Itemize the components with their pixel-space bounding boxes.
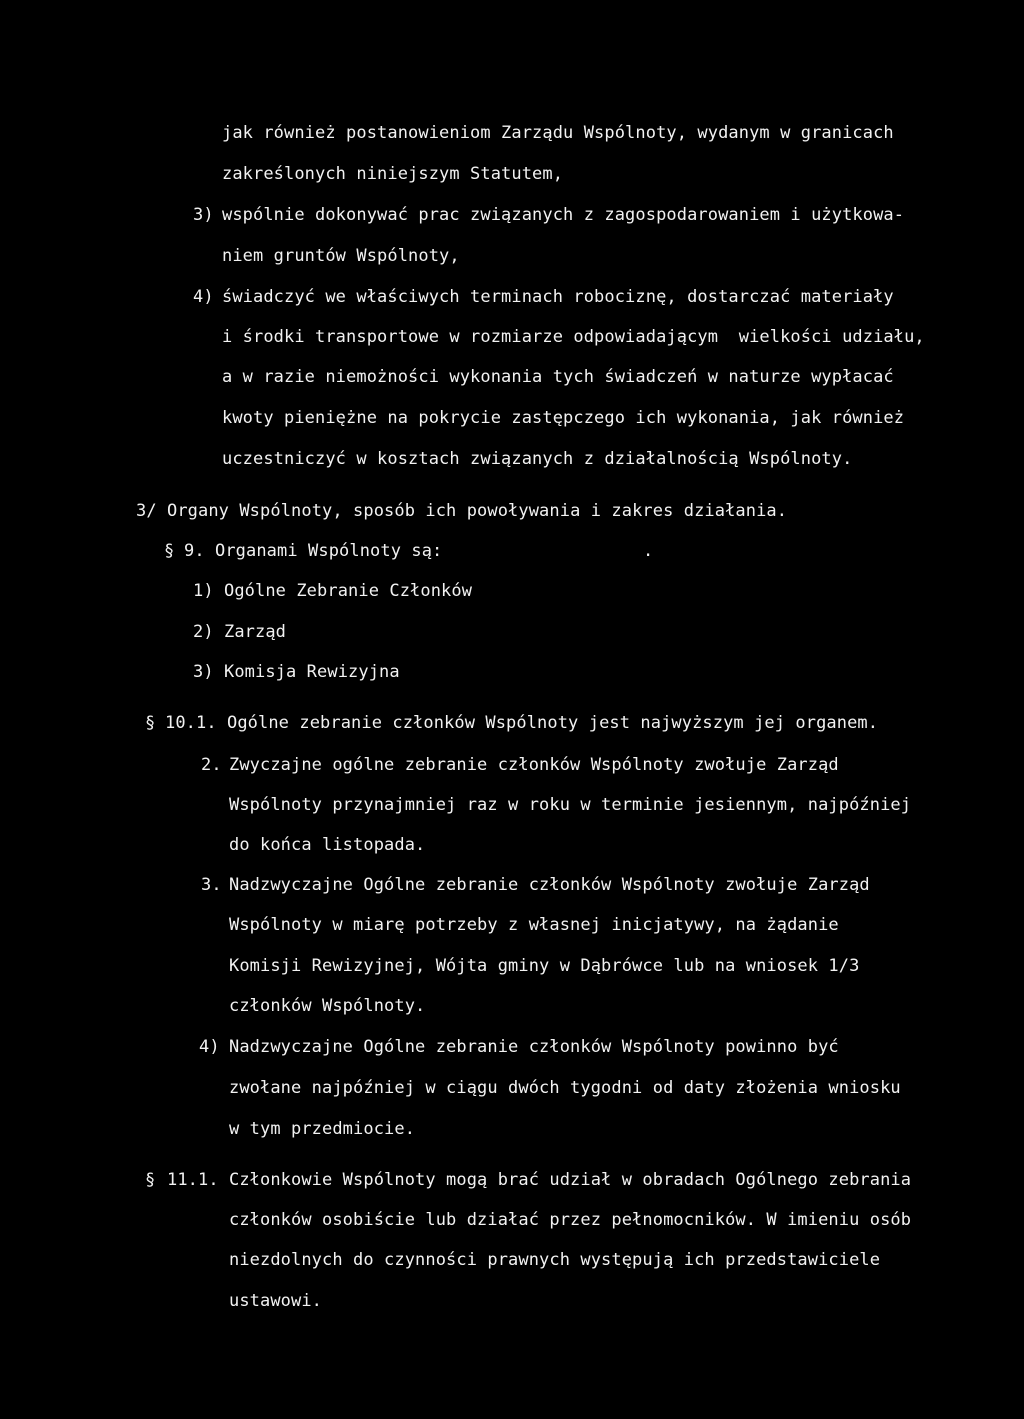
item-number: 4) (193, 287, 214, 307)
item-number: 3. (201, 875, 222, 895)
text-line: Nadzwyczajne Ogólne zebranie członków Wspólnoty zwołuje Zarząd (229, 875, 870, 895)
section-mark: § (145, 1170, 156, 1190)
stray-dot: . (643, 541, 654, 561)
text-line: Komisji Rewizyjnej, Wójta gminy w Dąbrówce lub na wniosek 1/3 (229, 956, 860, 976)
text-line: Wspólnoty przynajmniej raz w roku w terminie jesiennym, najpóźniej (229, 795, 912, 815)
section-mark: § (145, 713, 156, 733)
text-line: niem gruntów Wspólnoty, (222, 246, 460, 266)
text-line: Członkowie Wspólnoty mogą brać udział w obradach Ogólnego zebrania (229, 1170, 912, 1190)
text-line: a w razie niemożności wykonania tych świadczeń w naturze wypłacać (222, 367, 894, 387)
text-line: Zwyczajne ogólne zebranie członków Wspólnoty zwołuje Zarząd (229, 755, 839, 775)
item-number: 4) (199, 1037, 220, 1057)
list-item: 3) Komisja Rewizyjna (193, 662, 400, 682)
text-line: niezdolnych do czynności prawnych występują ich przedstawiciele (229, 1250, 881, 1270)
text-line: do końca listopada. (229, 835, 426, 855)
text-line: Nadzwyczajne Ogólne zebranie członków Wspólnoty powinno być (229, 1037, 839, 1057)
text-line: ustawowi. (229, 1291, 323, 1311)
text-line: członków Wspólnoty. (229, 996, 426, 1016)
text-line: zakreślonych niniejszym Statutem, (222, 164, 564, 184)
paragraph-intro: 9. Organami Wspólnoty są: (184, 541, 443, 561)
item-number: 2. (201, 755, 222, 775)
text-line: członków osobiście lub działać przez pełnomocników. W imieniu osób (229, 1210, 912, 1230)
text-line: w tym przedmiocie. (229, 1119, 416, 1139)
text-line: zwołane najpóźniej w ciągu dwóch tygodni od daty złożenia wniosku (229, 1078, 901, 1098)
item-number: 3) (193, 205, 214, 225)
text-line: Wspólnoty w miarę potrzeby z własnej inicjatywy, na żądanie (229, 915, 839, 935)
section-mark: § (164, 541, 175, 561)
chapter-heading: 3/ Organy Wspólnoty, sposób ich powoływania i zakres działania. (136, 501, 788, 521)
text-line: i środki transportowe w rozmiarze odpowiadającym wielkości udziału, (222, 327, 925, 347)
list-item: 1) Ogólne Zebranie Członków (193, 581, 473, 601)
text-line: uczestniczyć w kosztach związanych z działalnością Wspólnoty. (222, 449, 853, 469)
text-line: 10.1. Ogólne zebranie członków Wspólnoty jest najwyższym jej organem. (165, 713, 879, 733)
text-line: świadczyć we właściwych terminach robociznę, dostarczać materiały (222, 287, 894, 307)
text-line: kwoty pieniężne na pokrycie zastępczego ich wykonania, jak również (222, 408, 905, 428)
item-number: 11.1. (167, 1170, 219, 1190)
text-line: wspólnie dokonywać prac związanych z zagospodarowaniem i użytkowa- (222, 205, 905, 225)
list-item: 2) Zarząd (193, 622, 287, 642)
text-line: jak również postanowieniom Zarządu Wspólnoty, wydanym w granicach (222, 123, 894, 143)
